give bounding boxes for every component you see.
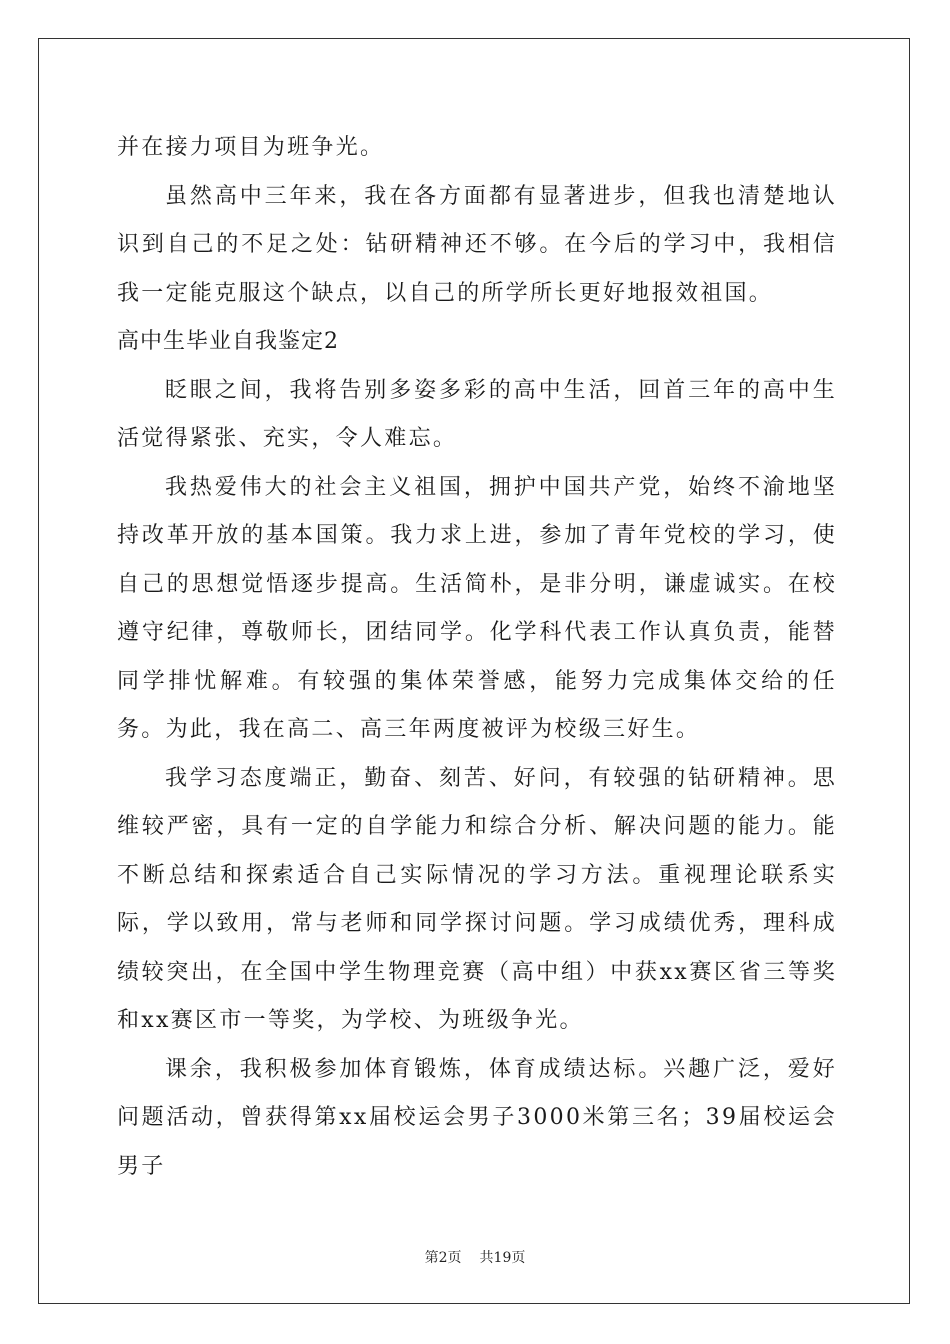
paragraph-3: 眨眼之间，我将告别多姿多彩的高中生活，回首三年的高中生活觉得紧张、充实，令人难忘。 <box>117 377 837 451</box>
page-number-total: 共19页 <box>479 1250 526 1266</box>
section-heading: 高中生毕业自我鉴定2 <box>117 329 339 354</box>
paragraph-1: 并在接力项目为班争光。 <box>117 135 385 160</box>
page-footer <box>0 1248 950 1268</box>
paragraph-2: 虽然高中三年来，我在各方面都有显著进步，但我也清楚地认识到自己的不足之处：钻研精神还不够。在今后的学习中，我相信我一定能克服这个缺点，以自己的所学所长更好地报效祖国。 <box>117 183 837 306</box>
document-body <box>117 124 837 1191</box>
paragraph-6: 课余，我积极参加体育锻炼，体育成绩达标。兴趣广泛，爱好问题活动，曾获得第xx届校运会男子3000米第三名；39届校运会男子 <box>117 1056 837 1179</box>
paragraph-5: 我学习态度端正，勤奋、刻苦、好问，有较强的钻研精神。思维较严密，具有一定的自学能力和综合分析、解决问题的能力。能不断总结和探索适合自己实际情况的学习方法。重视理论联系实际，学以致用，常与老师和同学探讨问题。学习成绩优秀，理科成绩较突出，在全国中学生物理竞赛（高中组）中获xx赛区省三等奖和xx赛区市一等奖，为学校、为班级争光。 <box>117 765 837 1033</box>
page-number-current: 第2页 <box>424 1250 462 1266</box>
paragraph-4: 我热爱伟大的社会主义祖国，拥护中国共产党，始终不渝地坚持改革开放的基本国策。我力求上进，参加了青年党校的学习，使自己的思想觉悟逐步提高。生活简朴，是非分明，谦虚诚实。在校遵守纪律，尊敬师长，团结同学。化学科代表工作认真负责，能替同学排忧解难。有较强的集体荣誉感，能努力完成集体交给的任务。为此，我在高二、高三年两度被评为校级三好生。 <box>117 474 837 742</box>
